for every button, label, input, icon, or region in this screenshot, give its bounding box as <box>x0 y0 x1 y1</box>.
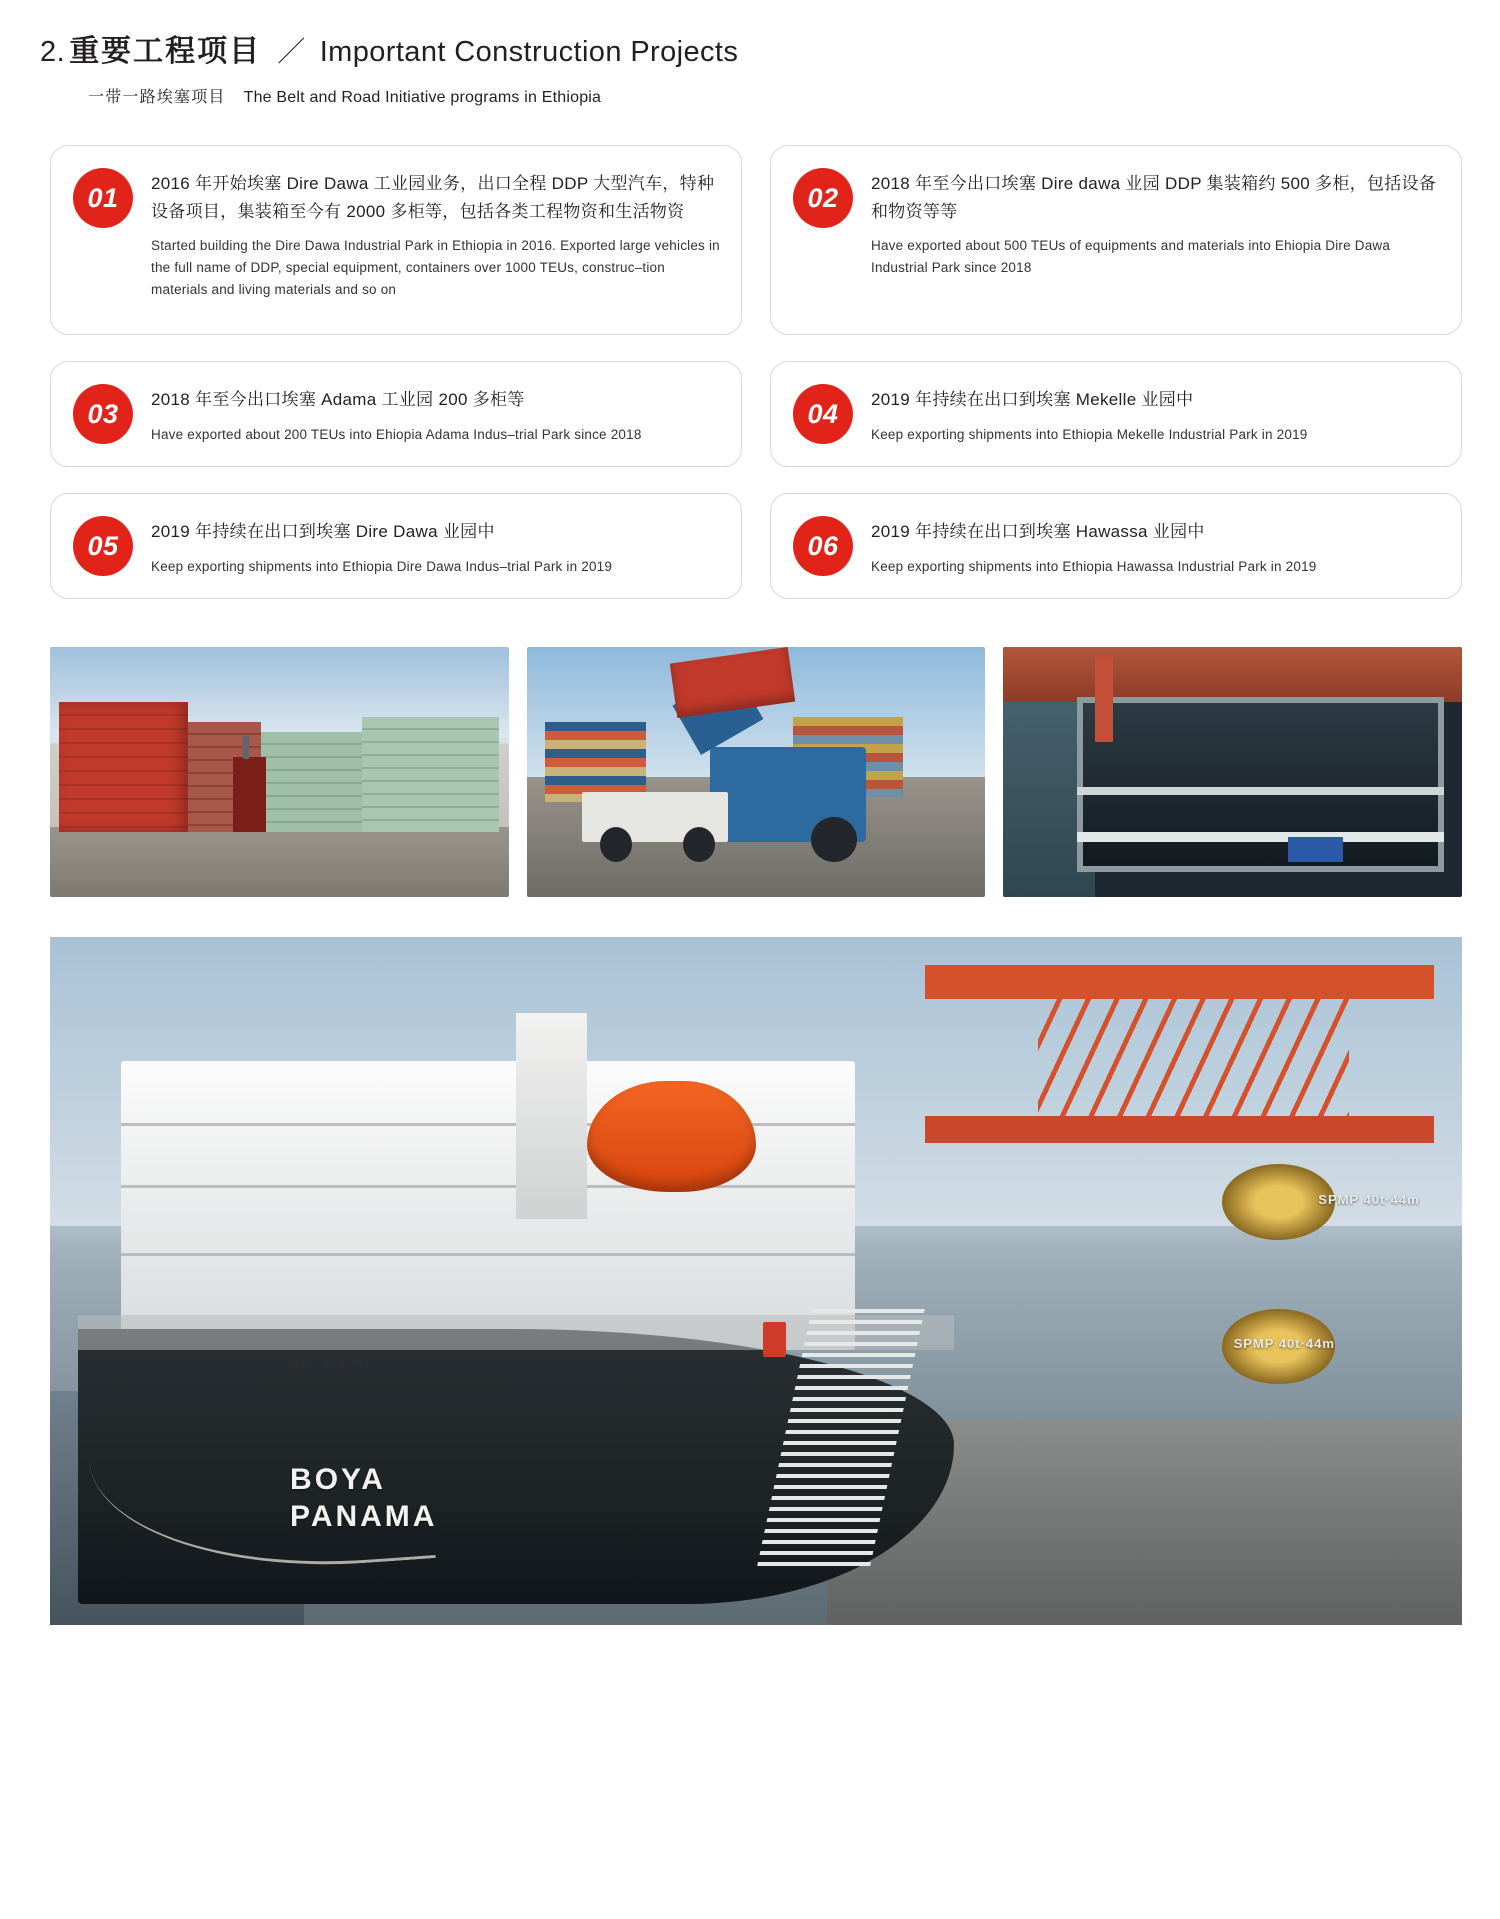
container-stack <box>261 732 362 832</box>
hold-beam <box>1077 787 1444 795</box>
hero-photo-wrap <box>0 937 1500 1625</box>
ship-imo-number: IMO 9242572 <box>290 1356 380 1372</box>
page-subtitle-cn: 一带一路埃塞项目 <box>88 89 226 106</box>
deck-line <box>121 1185 855 1188</box>
title-separator: ／ <box>277 36 306 67</box>
deck-region <box>1003 647 1462 702</box>
page-subtitle <box>88 84 1500 107</box>
page-title-en: Important Construction Projects <box>319 36 739 68</box>
card-text-cn: 2019 年持续在出口到埃塞 Mekelle 业园中 <box>871 390 1194 409</box>
card-text-cn: 2018 年至今出口埃塞 Dire dawa 业园 DDP 集装箱约 500 多柜，包括设备和物资等等 <box>871 174 1437 221</box>
page-title <box>40 26 1500 70</box>
card-text-en: Have exported about 200 TEUs into Ehiopia Adama Indus–trial Park since 2018 <box>151 426 642 442</box>
ship-cargo-hold-photo <box>1003 647 1462 897</box>
project-card-grid <box>0 145 1500 599</box>
card-text-en: Keep exporting shipments into Ethiopia Dire Dawa Indus–trial Park in 2019 <box>151 558 613 574</box>
wheel <box>683 827 715 862</box>
container-stack <box>59 702 187 832</box>
card-text-en: Started building the Dire Dawa Industrial Park in Ethiopia in 2016. Exported large vehicles in the full name of DDP, special equipment, containers over 1000 TEUs, construc–tion materials and living materials and so on <box>151 238 720 297</box>
ship-funnel <box>516 1013 587 1219</box>
section-number: 2. <box>40 36 66 68</box>
card-body <box>151 384 721 445</box>
card-text-cn: 2018 年至今出口埃塞 Adama 工业园 200 多柜等 <box>151 390 525 409</box>
deck-line <box>121 1253 855 1256</box>
ship-superstructure <box>121 1061 855 1350</box>
photo-row <box>0 647 1500 897</box>
wheel <box>811 817 857 862</box>
project-card-03 <box>50 361 742 467</box>
reach-stacker-loading-photo <box>527 647 986 897</box>
crane-mid-beam <box>925 1116 1433 1144</box>
card-badge-number: 03 <box>73 384 133 444</box>
container-stack <box>545 722 646 802</box>
card-text-cn: 2016 年开始埃塞 Dire Dawa 工业园业务，出口全程 DDP 大型汽车，特种设备项目，集装箱至今有 2000 多柜等，包括各类工程物资和生活物资 <box>151 174 715 221</box>
card-badge-number: 04 <box>793 384 853 444</box>
card-body <box>871 168 1441 279</box>
project-card-04 <box>770 361 1462 467</box>
ground-region <box>50 827 509 897</box>
crane-bracing <box>1038 978 1349 1129</box>
project-card-01 <box>50 145 742 335</box>
card-badge-number: 02 <box>793 168 853 228</box>
dock-worker <box>763 1322 786 1356</box>
card-body <box>151 516 721 577</box>
bulk-carrier-at-berth-photo <box>50 937 1462 1625</box>
crane-capacity-label: SPMP 40t·44m <box>1318 1191 1420 1207</box>
page-subtitle-en: The Belt and Road Initiative programs in Ethiopia <box>243 89 602 106</box>
ship-flag: PANAMA <box>290 1500 438 1534</box>
card-text-en: Keep exporting shipments into Ethiopia Hawassa Industrial Park in 2019 <box>871 558 1317 574</box>
card-text-cn: 2019 年持续在出口到埃塞 Hawassa 业园中 <box>871 522 1205 541</box>
lifeboat <box>587 1081 756 1191</box>
card-badge-number: 05 <box>73 516 133 576</box>
ship-name-label <box>290 1461 437 1536</box>
card-badge-number: 06 <box>793 516 853 576</box>
card-body <box>151 168 721 301</box>
project-card-06 <box>770 493 1462 599</box>
container-yard-photo <box>50 647 509 897</box>
project-card-05 <box>50 493 742 599</box>
cargo-hold <box>1077 697 1444 872</box>
card-text-cn: 2019 年持续在出口到埃塞 Dire Dawa 业园中 <box>151 522 495 541</box>
card-text-en: Have exported about 500 TEUs of equipments and materials into Ehiopia Dire Dawa Industrial Park since 2018 <box>871 238 1391 275</box>
page-header <box>0 0 1500 107</box>
card-text-en: Keep exporting shipments into Ethiopia Mekelle Industrial Park in 2019 <box>871 426 1308 442</box>
card-badge-number: 01 <box>73 168 133 228</box>
card-body <box>871 384 1441 445</box>
hold-beam <box>1077 832 1444 842</box>
card-body <box>871 516 1441 577</box>
ship-name: BOYA <box>290 1462 386 1496</box>
blue-cargo <box>1288 837 1343 862</box>
yard-crane <box>233 757 265 832</box>
crane-capacity-label: SPMP 40t·44m <box>1233 1336 1335 1352</box>
project-card-02 <box>770 145 1462 335</box>
wheel <box>600 827 632 862</box>
page-title-cn: 重要工程项目 <box>69 35 262 68</box>
deck-mast <box>1095 657 1113 742</box>
container-stack <box>362 717 500 832</box>
